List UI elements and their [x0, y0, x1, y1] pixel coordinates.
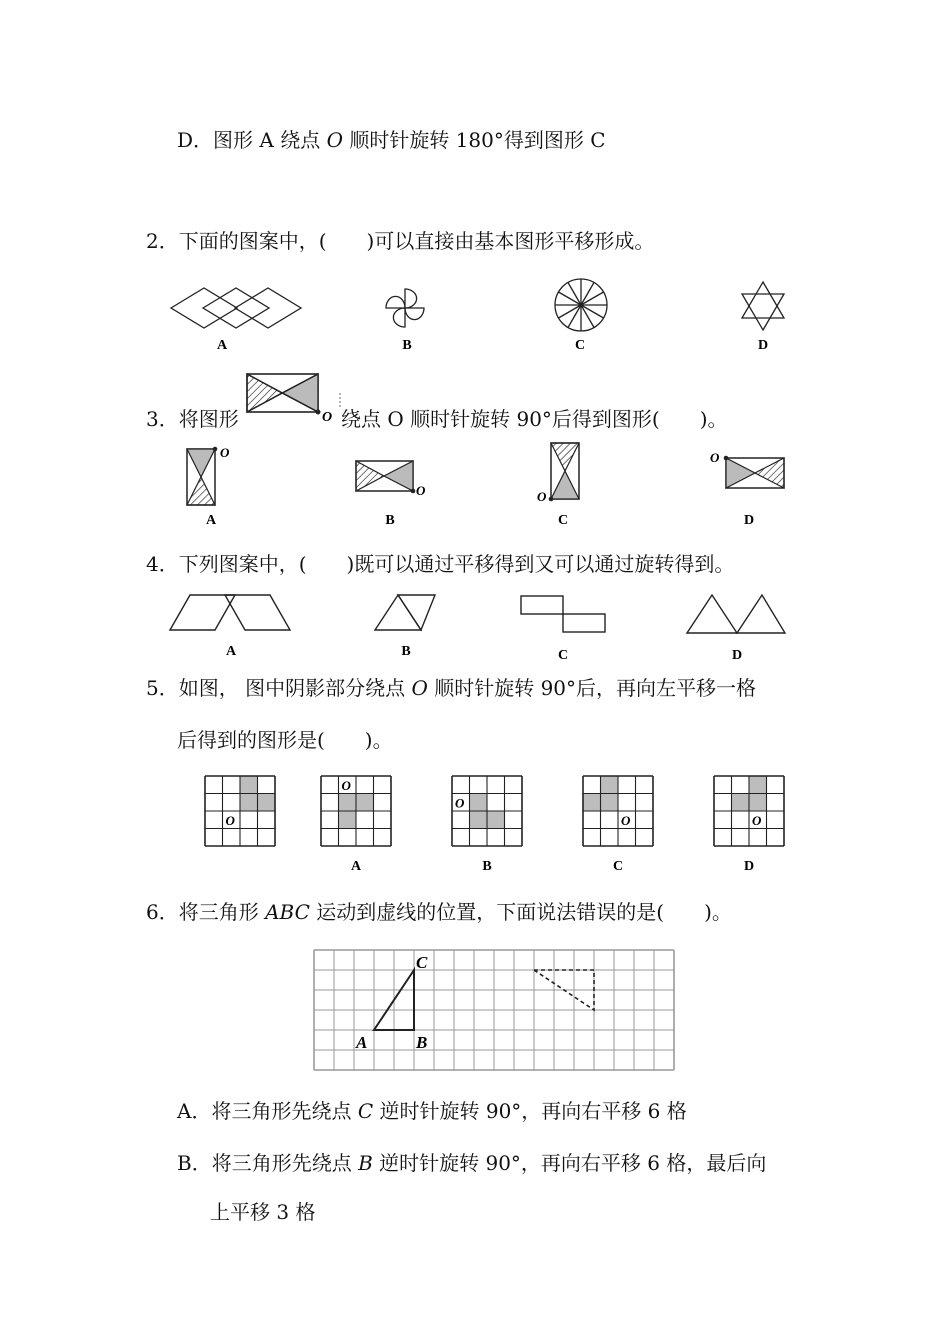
q5-point-o: O [225, 813, 235, 828]
q4-question: 4．下列图案中，( )既可以通过平移得到又可以通过旋转得到。 [146, 552, 735, 576]
q3-options [170, 440, 820, 532]
q5-point-o: O [341, 778, 351, 793]
q5-shaded-cell [749, 794, 767, 812]
q6-option-a: A．将三角形先绕点 C 逆时针旋转 90°，再向右平移 6 格 [177, 1099, 687, 1123]
q5-question-line1: 5．如图， 图中阴影部分绕点 O 顺时针旋转 90°后，再向左平移一格 [146, 676, 757, 700]
q2-label-d: D [757, 338, 769, 353]
q2-question: 2．下面的图案中，( )可以直接由基本图形平移形成。 [146, 229, 655, 253]
q3-option-a-point-o: O [220, 445, 230, 460]
q6-grid-figure [300, 940, 680, 1080]
q3-option-d-point-o: O [710, 450, 720, 465]
q5-shaded-cell [749, 776, 767, 794]
q6-point-b: B [416, 1033, 428, 1052]
q3-option-d-figure [710, 450, 784, 488]
q4-figure-d-triangles [687, 595, 785, 633]
q3-label-a: A [205, 513, 217, 528]
q5-shaded-cell [583, 794, 601, 812]
q2-label-c: C [574, 338, 586, 353]
q3-source-figure [240, 370, 345, 426]
q2-figure-c-flower [555, 279, 607, 331]
q3-source-point-o: O [322, 410, 333, 425]
q5-grid-option-c [583, 776, 653, 874]
q4-figures [160, 588, 800, 666]
q4-figure-a-parallelograms [170, 595, 290, 630]
q6-point-c: C [416, 953, 428, 972]
q5-shaded-cell [240, 794, 258, 812]
q5-label-b: B [482, 859, 492, 874]
q5-shaded-cell [470, 794, 488, 812]
q4-label-a: A [225, 644, 237, 659]
q4-label-c: C [557, 648, 569, 663]
q5-grid-option-b [452, 776, 522, 874]
q6-option-b-line2: 上平移 3 格 [210, 1200, 316, 1224]
q5-point-o: O [621, 813, 631, 828]
q5-shaded-cell [356, 794, 374, 812]
q5-point-o: O [455, 795, 465, 811]
q5-shaded-cell [339, 794, 357, 812]
q6-grid [314, 950, 674, 1070]
q2-label-a: A [216, 338, 228, 353]
q3-option-b-figure [356, 461, 426, 498]
q2-label-b: B [402, 338, 412, 353]
q6-point-a: A [356, 1033, 368, 1052]
q5-grid-option-d [714, 776, 784, 874]
q4-figure-b-triangles [375, 595, 435, 630]
q3-label-d: D [743, 513, 755, 528]
q2-figure-d-star [742, 282, 784, 330]
q3-question-start: 3．将图形 [146, 407, 239, 431]
q2-figure-b-pinwheel [386, 289, 424, 327]
q5-shaded-cell [240, 776, 258, 794]
q3-question-end: 绕点 O 顺时针旋转 90°后得到图形( )。 [341, 407, 728, 431]
q2-figure-a-rhombi [171, 288, 301, 328]
q5-grid-option-a [321, 776, 391, 874]
q6-option-b-line1: B．将三角形先绕点 B 逆时针旋转 90°，再向右平移 6 格，最后向 [177, 1151, 767, 1175]
q5-shaded-cell [339, 811, 357, 829]
q6-question: 6．将三角形 ABC 运动到虚线的位置，下面说法错误的是( )。 [146, 900, 732, 924]
q3-option-a-figure [187, 445, 230, 505]
q3-option-c-figure [537, 443, 579, 504]
q5-grids [195, 770, 795, 876]
q5-shaded-cell [732, 794, 750, 812]
q5-label-d: D [743, 859, 755, 874]
q3-option-c-point-o: O [537, 489, 547, 504]
q4-label-b: B [401, 644, 411, 659]
q3-label-b: B [385, 513, 395, 528]
q3-option-b-point-o: O [416, 483, 426, 498]
q5-question-line2: 后得到的图形是( )。 [177, 728, 393, 752]
q5-grid-original [205, 776, 275, 846]
q4-figure-c-rectangles [521, 596, 605, 632]
q5-point-o: O [752, 813, 762, 828]
q5-label-c: C [612, 859, 624, 874]
q4-label-d: D [731, 648, 743, 663]
q5-shaded-cell [470, 811, 488, 829]
q3-label-c: C [557, 513, 569, 528]
q5-shaded-cell [601, 776, 619, 794]
q5-shaded-cell [258, 794, 276, 812]
q1-option-d: D．图形 A 绕点 O 顺时针旋转 180°得到图形 C [177, 128, 606, 152]
q5-label-a: A [350, 859, 362, 874]
q2-figures [160, 275, 800, 360]
q5-shaded-cell [601, 794, 619, 812]
q5-shaded-cell [487, 811, 505, 829]
